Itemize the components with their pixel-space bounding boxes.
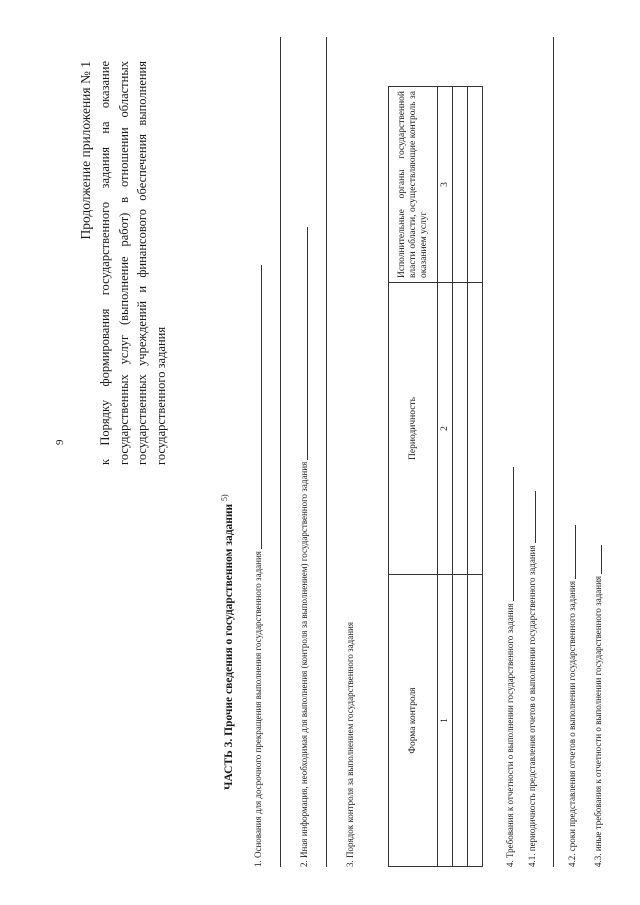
part-heading-text: ЧАСТЬ 3. Прочие сведения о государственном задании <box>222 503 235 790</box>
table-cell <box>453 87 468 283</box>
header-control-bodies: Исполнительные органы государственной власти области, осуществляющие контроль за оказанием услуг <box>389 87 438 283</box>
table-cell <box>453 283 468 575</box>
appendix-title: Продолжение приложения № 1 <box>78 61 93 240</box>
control-table <box>388 86 483 867</box>
table-header-row <box>389 87 438 867</box>
table-row <box>453 87 468 867</box>
item-3-label: 3. Порядок контроля за выполнением государственного задания <box>345 622 355 867</box>
table-number-row <box>438 87 453 867</box>
item-4-2-fill-line <box>575 525 576 579</box>
item-1-label: 1. Основания для досрочного прекращения выполнения государственного задания <box>253 551 263 867</box>
table-cell <box>468 283 483 575</box>
item-1-extra-line <box>280 37 281 867</box>
header-periodicity: Периодичность <box>389 283 438 575</box>
item-4-label: 4. Требования к отчетности о выполнении государственного задания <box>505 603 515 867</box>
header-control-form: Форма контроля <box>389 575 438 867</box>
table-cell <box>468 575 483 867</box>
item-2-row <box>299 227 310 867</box>
item-4-1-row <box>527 491 538 867</box>
item-4-1-extra-line <box>553 37 554 867</box>
item-4-1-fill-line <box>535 491 536 543</box>
item-1-fill-line <box>261 265 262 549</box>
item-2-fill-line <box>307 227 308 460</box>
part-heading-footnote: 5) <box>220 494 229 501</box>
table-row <box>468 87 483 867</box>
table-cell <box>453 575 468 867</box>
table-cell <box>468 87 483 283</box>
item-2-extra-line <box>326 37 327 867</box>
item-3-row <box>345 387 356 867</box>
item-4-2-label: 4.2. сроки представления отчетов о выполнении государственного задания <box>567 581 577 867</box>
page-number: 9 <box>54 439 66 445</box>
column-number-2: 2 <box>438 283 453 575</box>
item-4-3-fill-line <box>601 545 602 574</box>
item-4-3-label: 4.3. иные требования к отчетности о выполнении государственного задания <box>593 575 603 867</box>
column-number-1: 1 <box>438 575 453 867</box>
column-number-3: 3 <box>438 87 453 283</box>
appendix-subtitle: к Порядку формирования государственного задания на оказание государственных услуг (выполнение работ) в отношении областных государственных учреждений и финансового обеспечения выполнения государственного задания <box>98 61 168 465</box>
item-1-row <box>253 265 264 867</box>
item-4-3-row <box>593 545 604 867</box>
item-4-2-row <box>567 525 578 867</box>
item-4-fill-line <box>513 467 514 602</box>
part-heading <box>220 190 235 790</box>
item-2-label: 2. Иная информация, необходимая для выполнения (контроля за выполнением) государственного задания <box>299 461 309 867</box>
item-4-row <box>505 467 516 867</box>
item-4-1-label: 4.1. периодичность представления отчетов о выполнении государственного задания <box>527 545 537 867</box>
